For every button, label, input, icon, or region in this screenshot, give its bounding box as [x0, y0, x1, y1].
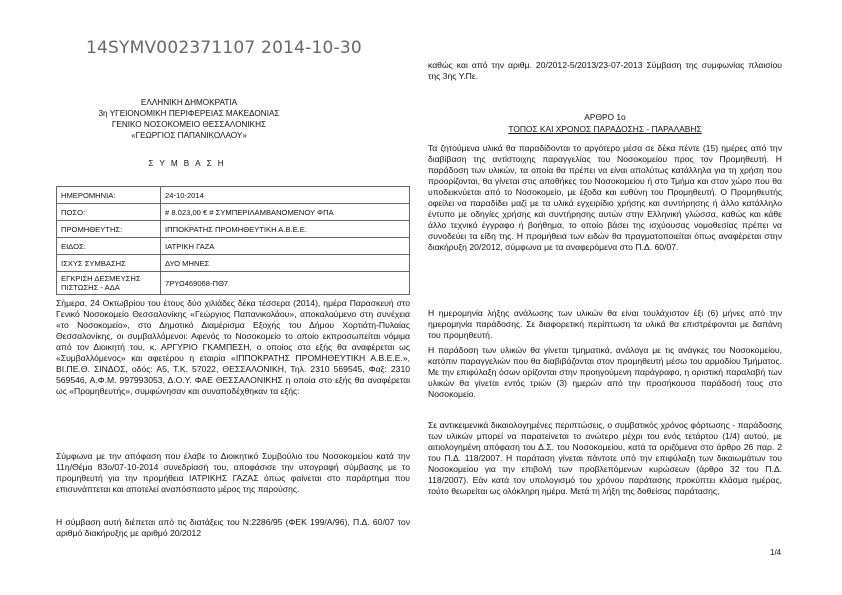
- continuation-paragraph: καθώς και από την αριθμ. 20/2012-5/2013/23-07-2013 Σύμβαση της συμφωνίας πλαισίου της 3ης Υ.Πε.: [428, 60, 782, 81]
- row-value: ΙΑΤΡΙΚΗ ΓΑΖΑ: [161, 238, 410, 255]
- header-line-hospital: ΓΕΝΙΚΟ ΝΟΣΟΚΟΜΕΙΟ ΘΕΣΣΑΛΟΝΙΚΗΣ: [111, 120, 267, 129]
- table-row: [57, 221, 410, 238]
- table-row: [57, 238, 410, 255]
- header-line-republic: ΕΛΛΗΝΙΚΗ ΔΗΜΟΚΡΑΤΙΑ: [140, 98, 238, 107]
- row-value: 7ΡΥΩ469068-ΠΘ7: [161, 272, 410, 295]
- extension-paragraph: Σε αντικειμενικά δικαιολογημένες περιπτώσεις, ο συμβατικός χρόνος φόρτωσης - παράδοσης των υλικών μπορεί να παρατείνεται το ανώτερο μέχρι του ενός τετάρτου (1/4) αυτού, με αιτιολογημένη απόφαση του Δ.Σ. του Νοσοκομείου, κατά τα οριζόμενα στο άρθρο 26 παρ. 2 του Π.Δ. 118/2007. Η παράταση γίνεται πάντοτε υπό την επιφύλαξη των δικαιωμάτων του Νοσοκομείου για την επιβολή των προβλεπόμενων κυρώσεων (άρθρο 32 του Π.Δ. 118/2007). Εάν κατά τον υπολογισμό του χρόνου παράτασης προκύπτει κλάσμα ημέρας, τούτο θεωρείται ως ολόκληρη ημέρα. Μετά τη λήξη της δοθείσας παράτασης,: [428, 420, 782, 496]
- row-value: ΔΥΟ ΜΗΝΕΣ: [161, 255, 410, 272]
- row-key: ΗΜΕΡΟΜΗΝΙΑ:: [57, 187, 161, 204]
- table-row: [57, 187, 410, 204]
- page-number: 1/4: [770, 548, 782, 557]
- header-line-region: 3η ΥΓΕΙΟΝΟΜΙΚΗ ΠΕΡΙΦΕΡΕΙΑΣ ΜΑΚΕΔΟΝΙΑΣ: [98, 109, 280, 118]
- article-title: ΤΟΠΟΣ ΚΑΙ ΧΡΟΝΟΣ ΠΑΡΑΔΟΣΗΣ - ΠΑΡΑΛΑΒΗΣ: [508, 124, 702, 134]
- row-value: ΙΠΠΟΚΡΑΤΗΣ ΠΡΟΜΗΘΕΥΤΙΚΗ Α.Β.Ε.Ε.: [161, 221, 410, 238]
- row-value: 24-10-2014: [161, 187, 410, 204]
- table-row: [57, 255, 410, 272]
- expiry-paragraph: Η ημερομηνία λήξης ανάλωσης των υλικών θα είναι τουλάχιστον έξι (6) μήνες από την ημερομηνία παράδοσης. Σε διαφορετική περίπτωση τα υλικά θα επιστρέφονται με δαπάνη του προμηθευτή.: [428, 308, 782, 340]
- article-number: ΑΡΘΡΟ 1ο: [584, 112, 626, 122]
- header-line-hospital-name: «ΓΕΩΡΓΙΟΣ ΠΑΠΑΝΙΚΟΛΑΟΥ»: [131, 131, 247, 140]
- row-key: ΙΣΧΥΣ ΣΥΜΒΑΣΗΣ: [57, 255, 161, 272]
- table-row: [57, 204, 410, 221]
- delivery-paragraph: Τα ζητούμενα υλικά θα παραδίδονται το αργότερο μέσα σε δέκα πέντε (15) ημέρες από την διαβίβαση της αντίστοιχης παραγγελίας του Νοσοκομείου προς τον Προμηθευτή. Η παράδοση των υλικών, τα οποία θα πρέπει να είναι απολύτως κατάλληλα για τη χρήση που προορίζονται, θα γίνεται στις αποθήκες του Νοσοκομείου ή στο Τμήμα και στον χώρο που θα υποδεικνύεται από το Νοσοκομείο, με έξοδα και ευθύνη του Προμηθευτή. Ο Προμηθευτής οφείλει να παραδίδει μαζί με τα υλικά εγχειρίδιο χρήσης και συντήρησης ή άλλο κατάλληλο έντυπο με οδηγίες χρήσης και συντήρησης αυτών στην Ελληνική γλώσσα, καθώς και κάθε άλλο τεχνικό έγγραφο ή βοήθημα, το οποίο βάσει της ισχύουσας νομοθεσίας πρέπει να συνοδεύει τα είδη της. Η προμήθεια των ειδών θα πραγματοποιείται όπως αναφέρεται στην διακήρυξη 20/2012, σύμφωνα με τα αναφερόμενα στο Π.Δ. 60/07.: [428, 143, 782, 252]
- row-value: # 8.023,00 € # ΣΥΜΠΕΡΙΛΑΜΒΑΝΟΜΕΝΟΥ ΦΠΑ: [161, 204, 410, 221]
- row-key: ΠΟΣΟ:: [57, 204, 161, 221]
- legal-basis-paragraph: Η σύμβαση αυτή διέπεται από τις διατάξεις του Ν:2286/95 (ΦΕΚ 199/Α/96), Π.Δ. 60/07 τον αριθμό διακήρυξης με αριθμό 20/2012: [56, 517, 410, 538]
- intro-paragraph: Σήμερα, 24 Οκτωβρίου του έτους δύο χιλιάδες δέκα τέσσερα (2014), ημέρα Παρασκευή στο Γενικό Νοσοκομείο Θεσσαλονίκης «Γεώργιος Παπανικολάου», αποκαλούμενο στη συνέχεια «το Νοσοκομείο», στο Δημοτικό Διαμέρισμα Εξοχής του Δήμου Χορτιάτη-Πυλαίας Θεσσαλονίκης, οι συμβαλλόμενοι: Αφενός το Νοσοκομείο το οποίο εκπροσωπείται νόμιμα από τον Διοικητή του, κ. ΑΡΓΥΡΙΟ ΓΚΑΜΠΕΣΗ, ο οποίος στο εξής θα αναφέρεται ως «Συμβαλλόμενος» και αφετέρου η εταιρία «ΙΠΠΟΚΡΑΤΗΣ ΠΡΟΜΗΘΕΥΤΙΚΗ Α.Β.Ε.Ε.», ΒΙ.ΠΕ.Θ. ΣΙΝΔΟΣ, οδός: Α5, Τ.Κ. 57022, ΘΕΣΣΑΛΟΝΙΚΗ, Τηλ. 2310 569545, Φαξ: 2310 569546, Α.Φ.Μ. 997993053, Δ.Ο.Υ. ΦΑΕ ΘΕΣΣΑΛΟΝΙΚΗΣ η οποία στο εξής θα αναφέρεται ως «Προμηθευτής», συμφώνησαν και συναποδέχθηκαν τα εξής:: [56, 298, 410, 396]
- partial-delivery-paragraph: Η παράδοση των υλικών θα γίνεται τμηματικά, ανάλογα με τις ανάγκες του Νοσοκομείου, κατόπιν παραγγελιών που θα διαβιβάζονται στον προμηθευτή μέσω του αρμοδίου Τμήματος. Με την επιφύλαξη όσων ορίζονται στην προηγούμενη παράγραφο, η οριστική παραλαβή των υλικών θα γίνεται εντός τριών (3) ημερών από την προσήκουσα παράδοσή τους στο Νοσοκομείο.: [428, 345, 782, 399]
- row-key: ΕΙΔΟΣ:: [57, 238, 161, 255]
- decision-paragraph: Σύμφωνα με την απόφαση που έλαβε το Διοικητικό Συμβούλιο του Νοσοκομείου κατά την 11η/Θέμα 83ο/07-10-2014 συνεδρίασή του, αποφάσισε την υπογραφή σύμβασης με το προμηθευτή για την προμήθεια ΙΑΤΡΙΚΗΣ ΓΑΖΑΣ όπως φαίνεται στο παράρτημα που επισυνάπτεται και αποτελεί αναπόσπαστο μέρος της παρούσης.: [56, 451, 410, 494]
- document-title: ΣΥΜΒΑΣΗ: [148, 159, 230, 168]
- table-row: [57, 272, 410, 295]
- contract-info-table: [56, 186, 410, 295]
- row-key: ΕΓΚΡΙΣΗ ΔΕΣΜΕΥΣΗΣ ΠΙΣΤΩΣΗΣ - ΑΔΑ: [57, 272, 161, 295]
- document-stamp: 14SYMV002371107 2014-10-30: [86, 38, 362, 58]
- row-key: ΠΡΟΜΗΘΕΥΤΗΣ:: [57, 221, 161, 238]
